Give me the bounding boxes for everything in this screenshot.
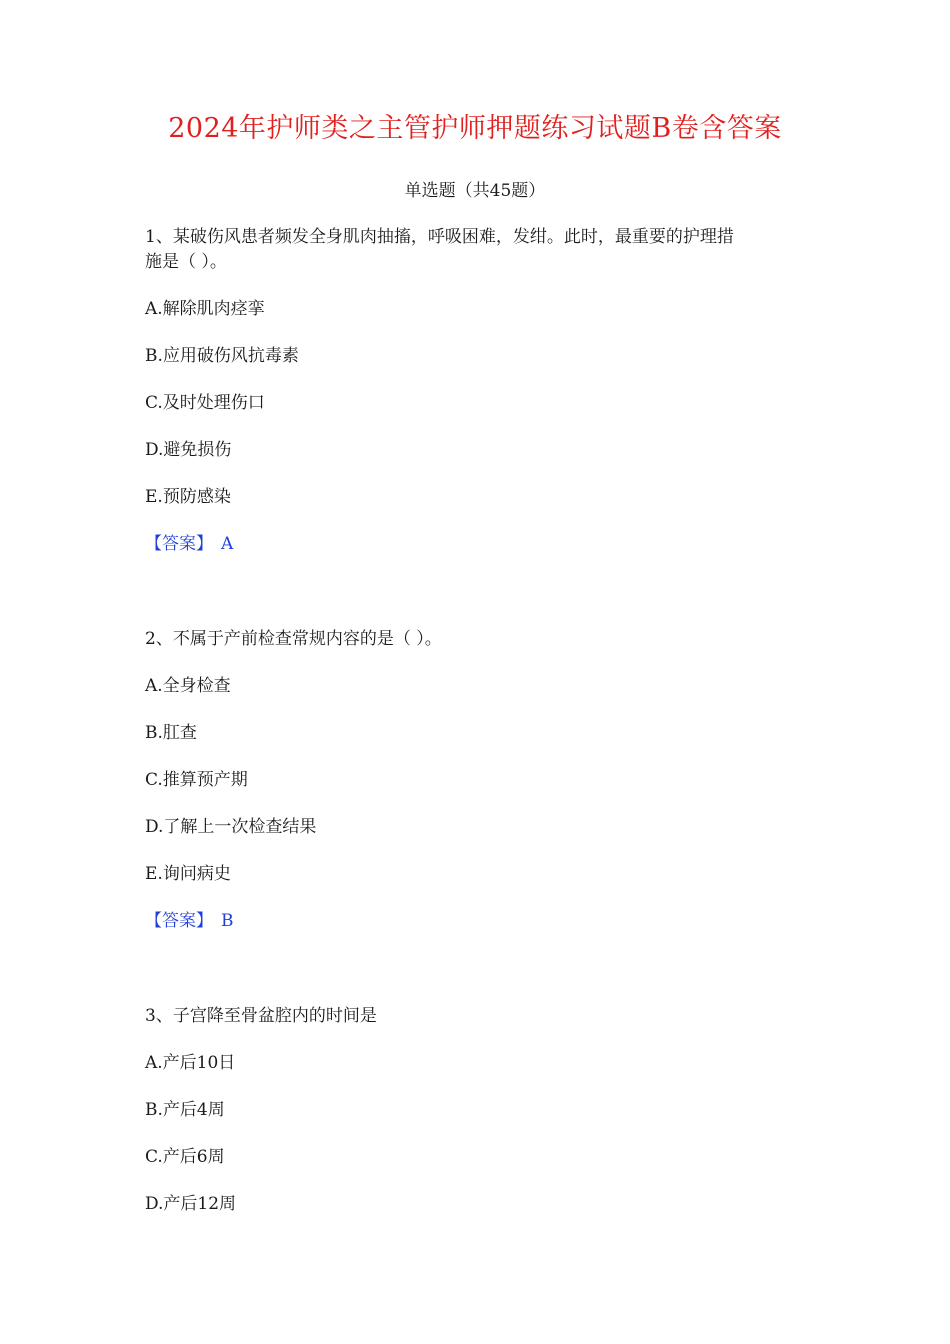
question-3-option-d: D.产后12周 (145, 1194, 237, 1214)
question-2-option-e: E.询问病史 (145, 864, 231, 884)
document-title: 2024年护师类之主管护师押题练习试题B卷含答案 (168, 113, 782, 144)
question-1-answer (145, 529, 233, 554)
question-2-option-d: D.了解上一次检查结果 (145, 817, 317, 837)
question-1-option-d: D.避免损伤 (145, 440, 232, 460)
question-2-stem-line-1: 2、不属于产前检查常规内容的是（ ）。 (145, 629, 442, 649)
question-1-option-c: C.及时处理伤口 (145, 393, 265, 413)
question-1-stem-line-1: 1、某破伤风患者频发全身肌肉抽搐，呼吸困难，发绀。此时，最重要的护理措 (145, 227, 734, 247)
question-1-option-a: A.解除肌肉痉挛 (145, 299, 265, 319)
question-2-option-b: B.肛查 (145, 723, 197, 743)
answer-label: 【答案】 (145, 534, 213, 554)
question-2-option-a: A.全身检查 (145, 676, 231, 696)
section-heading: 单选题（共45题） (404, 181, 546, 201)
question-2-option-c: C.推算预产期 (145, 770, 248, 790)
question-2-answer (145, 906, 234, 931)
question-3-option-c: C.产后6周 (145, 1147, 225, 1167)
question-1-stem-line-2: 施是（ ）。 (145, 252, 227, 272)
question-3-option-b: B.产后4周 (145, 1100, 225, 1120)
answer-value: A (221, 534, 234, 554)
question-3-option-a: A.产后10日 (145, 1053, 236, 1073)
question-1-option-e: E.预防感染 (145, 487, 231, 507)
answer-label: 【答案】 (145, 911, 213, 931)
question-3-stem-line-1: 3、子宫降至骨盆腔内的时间是 (145, 1006, 377, 1026)
question-1-option-b: B.应用破伤风抗毒素 (145, 346, 299, 366)
answer-value: B (221, 911, 234, 931)
